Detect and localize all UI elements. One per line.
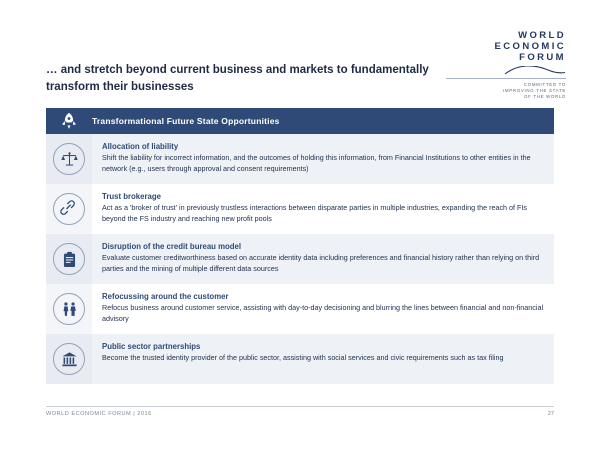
list-item-body: Shift the liability for incorrect information, and the outcomes of holding this information, from Financial Institutions to other entities in the network (e.g., users through approval and consent requirements) — [102, 153, 531, 173]
list-item — [46, 284, 554, 334]
opportunity-list — [46, 134, 554, 384]
list-item-title: Trust brokerage — [102, 192, 161, 201]
list-item — [46, 334, 554, 384]
clipboard-icon — [46, 234, 92, 284]
list-item-text — [92, 334, 554, 384]
list-item — [46, 234, 554, 284]
logo-line-1: WORLD — [518, 30, 566, 41]
chain-link-icon — [46, 184, 92, 234]
list-item-text — [92, 284, 554, 334]
page-title: … and stretch beyond current business and markets to fundamentally transform their businesses — [46, 64, 429, 93]
list-item-title: Disruption of the credit bureau model — [102, 242, 242, 251]
list-item-text — [92, 184, 554, 234]
logo-tagline-2: IMPROVING THE STATE — [502, 88, 566, 93]
list-item-title: Public sector partnerships — [102, 342, 201, 351]
list-item-text — [92, 134, 554, 184]
list-item-body: Evaluate customer creditworthiness based on accurate identity data including preferences and financial history rather than relying on third parties and the mining of multiple different data sources — [102, 253, 540, 273]
page-number: 27 — [547, 411, 554, 417]
footer-source: WORLD ECONOMIC FORUM | 2016 — [46, 411, 152, 417]
logo-tagline-3: OF THE WORLD — [524, 94, 566, 99]
list-item-body: Become the trusted identity provider of the public sector, assisting with social services and civic requirements such as tax filing — [102, 353, 504, 362]
logo-line-3: FORUM — [519, 52, 566, 63]
scales-of-justice-icon — [46, 134, 92, 184]
two-people-icon — [46, 284, 92, 334]
logo-tagline-1: COMMITTED TO — [523, 82, 566, 87]
list-item-text — [92, 234, 554, 284]
list-item-body: Act as a 'broker of trust' in previously trustless interactions between disparate parties in multiple industries, expanding the reach of FIs beyond the FS industry and reaching new profit pools — [102, 203, 528, 223]
section-header-label: Transformational Future State Opportunities — [92, 116, 280, 126]
rocket-icon — [46, 111, 92, 131]
footer-divider — [46, 406, 554, 407]
logo-line-2: ECONOMIC — [494, 41, 566, 52]
list-item-title: Refocussing around the customer — [102, 292, 229, 301]
section-header — [46, 108, 554, 134]
list-item-title: Allocation of liability — [102, 142, 179, 151]
list-item — [46, 184, 554, 234]
list-item — [46, 134, 554, 184]
list-item-body: Refocus business around customer service, assisting with day-to-day decisioning and blurring the lines between financial and non-financial advisory — [102, 303, 544, 323]
government-building-icon — [46, 334, 92, 384]
